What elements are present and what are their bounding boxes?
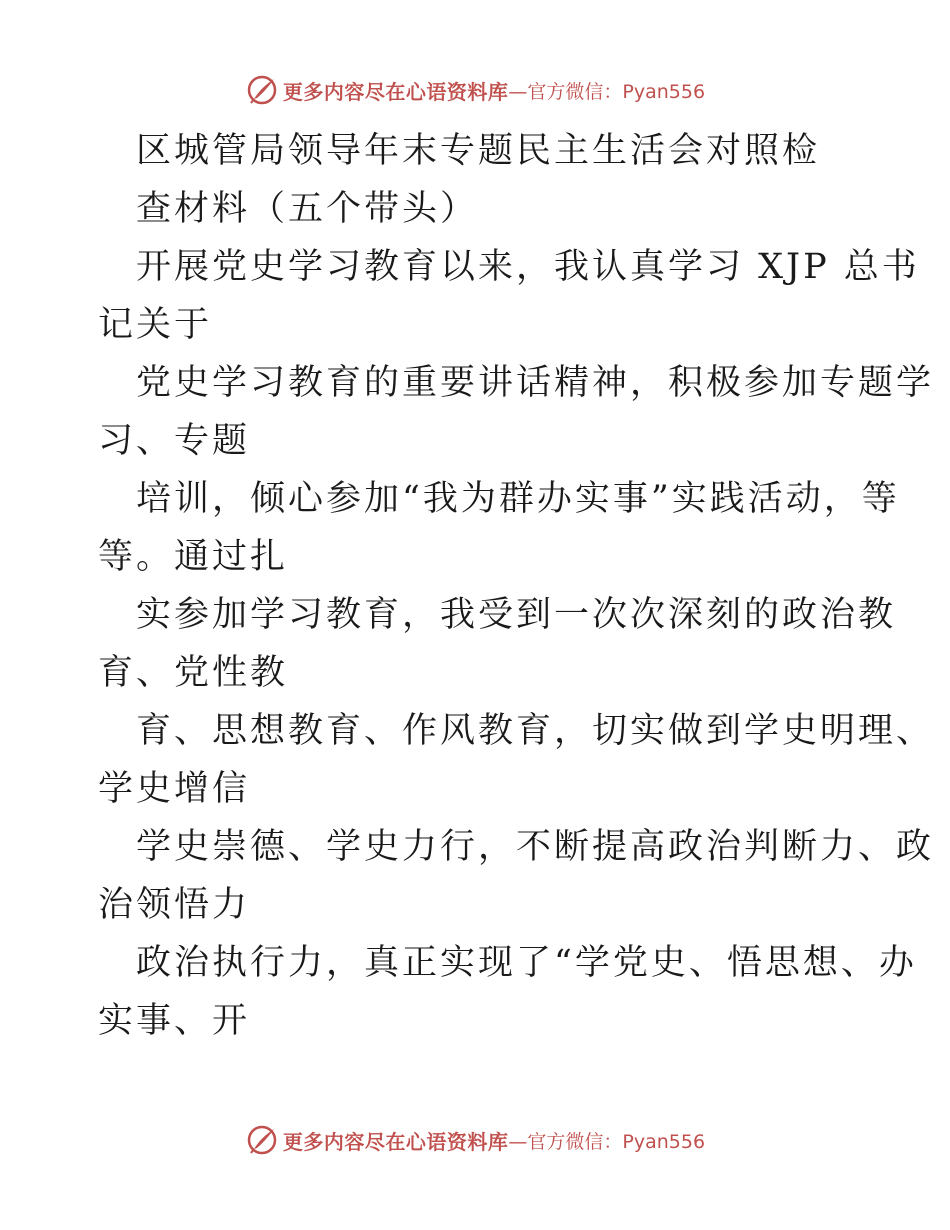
feather-pen-logo-icon <box>245 1123 279 1157</box>
doc-line: 治领悟力 <box>98 885 251 925</box>
footer-banner <box>0 1120 950 1160</box>
doc-line: 育、思想教育、作风教育，切实做到学史明理、 <box>136 711 935 751</box>
feather-pen-logo-icon <box>245 73 279 107</box>
banner-main-text: 更多内容尽在心语资料库 <box>282 79 509 104</box>
header-banner <box>0 70 950 110</box>
doc-line: 学史崇德、学史力行，不断提高政治判断力、政 <box>136 827 935 867</box>
doc-line: 政治执行力，真正实现了“学党史、悟思想、办 <box>136 943 917 983</box>
doc-line: 育、党性教 <box>98 653 289 693</box>
doc-line: 学史增信 <box>98 769 251 809</box>
doc-title-line-2: 查材料（五个带头） <box>136 189 479 229</box>
doc-line: 等。通过扎 <box>98 537 289 577</box>
doc-line: 记关于 <box>98 305 213 345</box>
document-body <box>98 122 935 1050</box>
banner-wechat-text: —官方微信：Pyan556 <box>508 1130 706 1153</box>
doc-line: 实事、开 <box>98 1001 251 1041</box>
doc-line: 培训，倾心参加“我为群办实事”实践活动，等 <box>136 479 900 519</box>
doc-line: 习、专题 <box>98 421 251 461</box>
doc-line: 开展党史学习教育以来，我认真学习 XJP 总书 <box>136 247 920 287</box>
doc-line: 党史学习教育的重要讲话精神，积极参加专题学 <box>136 363 935 403</box>
banner-wechat-text: —官方微信：Pyan556 <box>508 80 706 103</box>
doc-line: 实参加学习教育，我受到一次次深刻的政治教 <box>136 595 897 635</box>
doc-title-line-1: 区城管局领导年末专题民主生活会对照检 <box>136 131 821 171</box>
banner-main-text: 更多内容尽在心语资料库 <box>282 1129 509 1154</box>
